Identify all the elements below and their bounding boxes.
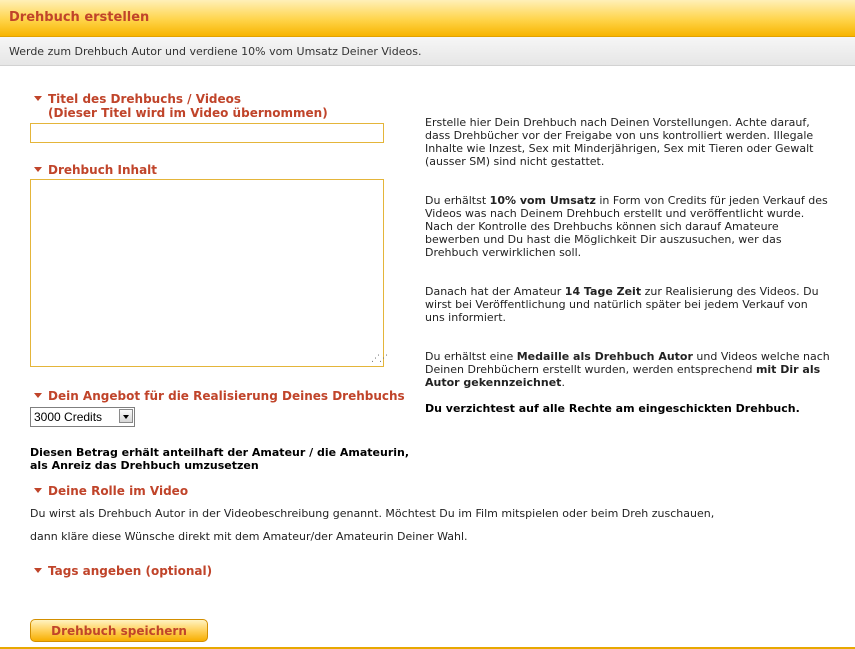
save-button[interactable]: Drehbuch speichern: [30, 619, 208, 642]
offer-select-button[interactable]: [119, 409, 133, 423]
info-p3-bold: 14 Tage Zeit: [564, 285, 642, 298]
chevron-down-icon: [34, 568, 42, 573]
content-textarea[interactable]: [30, 179, 384, 367]
page-header: [0, 0, 855, 37]
title-label-line1: Titel des Drehbuchs / Videos: [48, 92, 242, 106]
chevron-down-icon: [34, 167, 42, 172]
info-p3-text: Danach hat der Amateur: [425, 285, 565, 298]
info-paragraph-4: [425, 350, 830, 389]
content-label-text: Drehbuch Inhalt: [48, 163, 158, 177]
info-paragraph-3: [425, 285, 830, 324]
page-title: Drehbuch erstellen: [9, 10, 150, 25]
offer-label: [34, 389, 405, 403]
info-p3-text-after: zur Realisierung des Videos. Du wirst bei Veröffentlichung und natürlich später bei jedem Verkauf von uns informiert.: [425, 285, 819, 324]
title-label: [34, 92, 328, 120]
tags-toggle[interactable]: [34, 564, 212, 578]
info-p4-bold1: Medaille als Drehbuch Autor: [516, 350, 693, 363]
offer-select[interactable]: [30, 407, 135, 427]
info-p2-text: Du erhältst: [425, 194, 490, 207]
info-p4-bold2: mit Dir als Autor gekennzeichnet: [425, 363, 821, 389]
info-p4-middle: und Videos welche nach Deinen Drehbüchern erstellt wurden, werden entsprechend: [425, 350, 830, 376]
info-paragraph-1: Erstelle hier Dein Drehbuch nach Deinen Vorstellungen. Achte darauf, dass Drehbücher vor der Freigabe von uns kontrolliert werden. Illegale Inhalte wie Inzest, Sex mit Minderjährigen, Sex mit Tieren oder Gewalt (ausser SM) sind nicht gestattet.: [425, 116, 814, 168]
tags-label-text: Tags angeben (optional): [48, 564, 213, 578]
offer-note: [30, 446, 409, 472]
role-text-line2: dann kläre diese Wünsche direkt mit dem Amateur/der Amateurin Deiner Wahl.: [30, 530, 468, 543]
role-label-text: Deine Rolle im Video: [48, 484, 189, 498]
resize-grip-icon[interactable]: ⋰⋰: [371, 354, 387, 364]
chevron-down-icon: [34, 488, 42, 493]
info-p4-text: Du erhältst eine: [425, 350, 517, 363]
offer-select-value: 3000 Credits: [34, 410, 103, 424]
info-paragraph-2: [425, 194, 830, 259]
offer-note-line1: Diesen Betrag erhält anteilhaft der Amateur / die Amateurin,: [30, 446, 410, 459]
chevron-down-icon: [34, 393, 42, 398]
info-bar-text: Werde zum Drehbuch Autor und verdiene 10% vom Umsatz Deiner Videos.: [9, 45, 422, 58]
role-label: [34, 484, 188, 498]
title-label-line2: (Dieser Titel wird im Video übernommen): [48, 106, 328, 120]
title-input[interactable]: [30, 123, 384, 143]
role-text-line1: Du wirst als Drehbuch Autor in der Videobeschreibung genannt. Möchtest Du im Film mitspielen oder beim Dreh zuschauen,: [30, 507, 715, 520]
info-paragraph-5: Du verzichtest auf alle Rechte am eingeschickten Drehbuch.: [425, 402, 800, 415]
chevron-down-icon: [34, 96, 42, 101]
info-p2-bold: 10% vom Umsatz: [489, 194, 596, 207]
info-p4-text-after: .: [561, 376, 565, 389]
info-bar: [0, 37, 855, 66]
offer-label-text: Dein Angebot für die Realisierung Deines Drehbuchs: [48, 389, 405, 403]
dropdown-arrow-icon: [123, 415, 129, 419]
content-label: [34, 163, 157, 177]
info-p2-text-after: in Form von Credits für jeden Verkauf des Videos was nach Deinem Drehbuch erstellt und veröffentlicht wurde. Nach der Kontrolle des Drehbuchs können sich darauf Amateure bewerben und Du hast die Möglichkeit Dir auszusuchen, wer das Drehbuch verwirklichen soll.: [425, 194, 828, 259]
offer-note-line2: als Anreiz das Drehbuch umzusetzen: [30, 459, 259, 472]
